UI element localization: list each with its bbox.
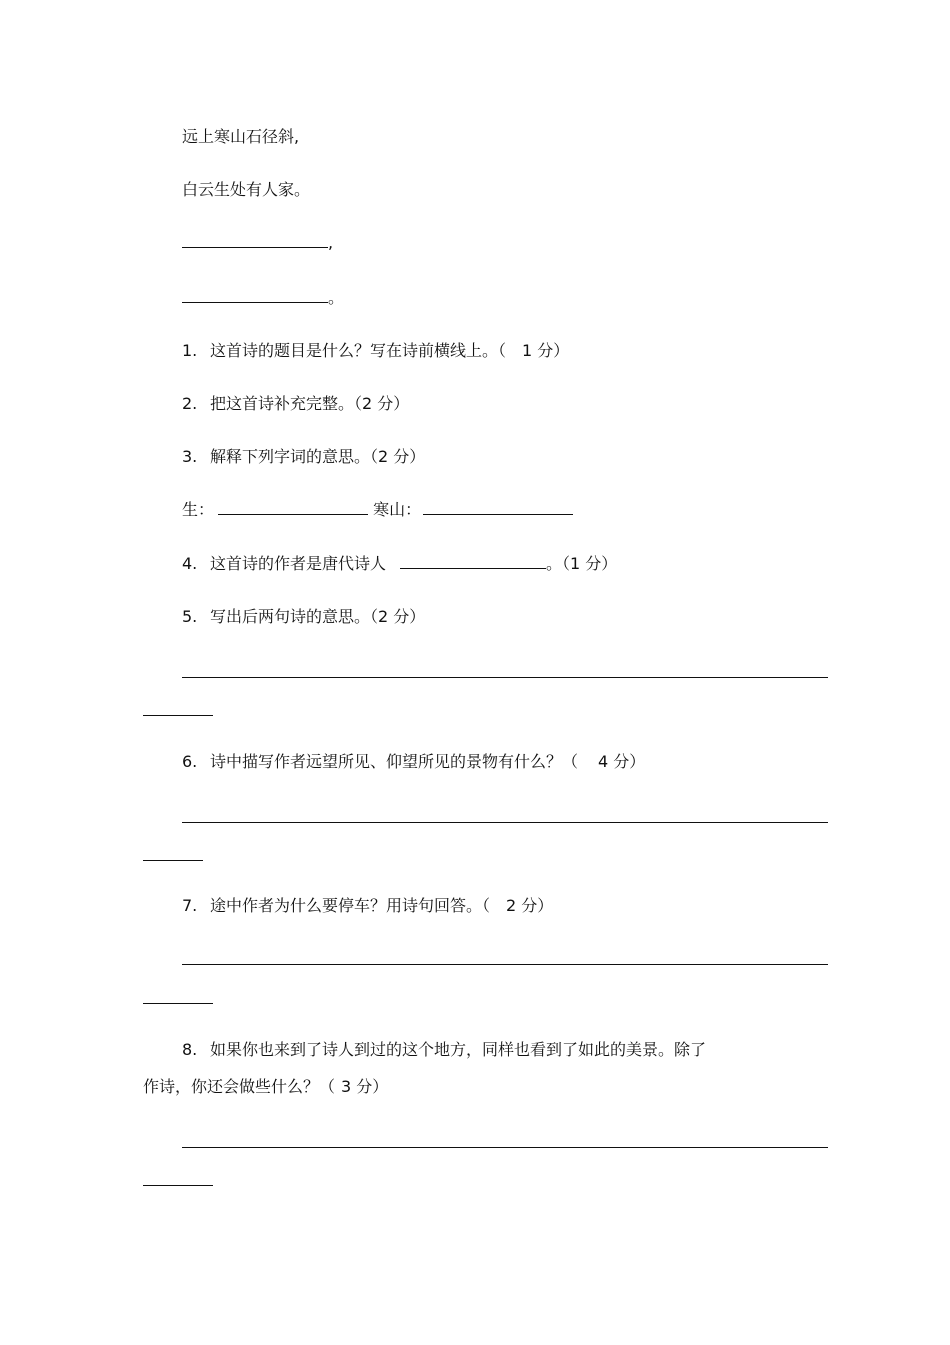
answer-line-end[interactable] [143, 860, 203, 861]
answer-line[interactable] [182, 964, 828, 965]
question-number: 8. [182, 1040, 198, 1059]
question-text: 如果你也来到了诗人到过的这个地方，同样也看到了如此的美景。除了 [210, 1040, 707, 1059]
question-text: 写出后两句诗的意思。（ [210, 607, 379, 626]
answer-blank[interactable] [182, 288, 328, 303]
answer-blank-sheng[interactable] [218, 500, 368, 515]
question-5 [182, 607, 425, 627]
answer-line[interactable] [182, 677, 828, 678]
answer-line[interactable] [182, 1147, 828, 1148]
answer-line-end[interactable] [143, 1003, 213, 1004]
poem-punct: , [328, 233, 334, 252]
question-number: 7. [182, 896, 198, 915]
question-number: 2. [182, 394, 198, 413]
question-score: 2 分） [506, 896, 554, 915]
question-number: 6. [182, 752, 198, 771]
question-1 [182, 341, 569, 361]
question-text: 途中作者为什么要停车？用诗句回答。（ [210, 896, 491, 915]
answer-blank[interactable] [182, 233, 328, 248]
question-4 [182, 554, 617, 574]
question-score: 2 分） [362, 394, 410, 413]
question-text: 这首诗的作者是唐代诗人 [210, 554, 387, 573]
poem-line-2: 白云生处有人家。 [182, 180, 311, 199]
question-3-fields [182, 500, 573, 520]
question-number: 3. [182, 447, 198, 466]
question-text: 解释下列字词的意思。（ [210, 447, 379, 466]
question-punct: 。 [546, 554, 563, 573]
question-number: 4. [182, 554, 198, 573]
question-number: 5. [182, 607, 198, 626]
answer-line[interactable] [182, 822, 828, 823]
question-8 [182, 1040, 706, 1060]
poem-line-3-blank[interactable] [182, 233, 333, 253]
question-text: 把这首诗补充完整。（ [210, 394, 363, 413]
question-8-continued [143, 1077, 388, 1097]
question-text-continued: 作诗，你还会做些什么？（ [143, 1077, 336, 1096]
poem-punct: 。 [328, 288, 345, 307]
field-label-sheng: 生： [182, 500, 215, 519]
answer-blank-poet[interactable] [400, 554, 546, 569]
answer-line-end[interactable] [143, 715, 213, 716]
question-score: （1 分） [562, 554, 618, 573]
question-text: 这首诗的题目是什么？写在诗前横线上。（ [210, 341, 507, 360]
question-number: 1. [182, 341, 198, 360]
field-label-hanshan: 寒山： [373, 500, 422, 519]
question-score: 2 分） [378, 447, 426, 466]
poem-line-1: 远上寒山石径斜, [182, 127, 300, 146]
poem-line-4-blank[interactable] [182, 288, 344, 308]
question-6 [182, 752, 645, 772]
question-score: 3 分） [341, 1077, 389, 1096]
answer-line-end[interactable] [143, 1185, 213, 1186]
question-3 [182, 447, 425, 467]
question-score: 2 分） [378, 607, 426, 626]
question-score: 4 分） [598, 752, 646, 771]
question-7 [182, 896, 553, 916]
question-2 [182, 394, 409, 414]
answer-blank-hanshan[interactable] [423, 500, 573, 515]
question-text: 诗中描写作者远望所见、仰望所见的景物有什么？（ [210, 752, 579, 771]
question-score: 1 分） [522, 341, 570, 360]
